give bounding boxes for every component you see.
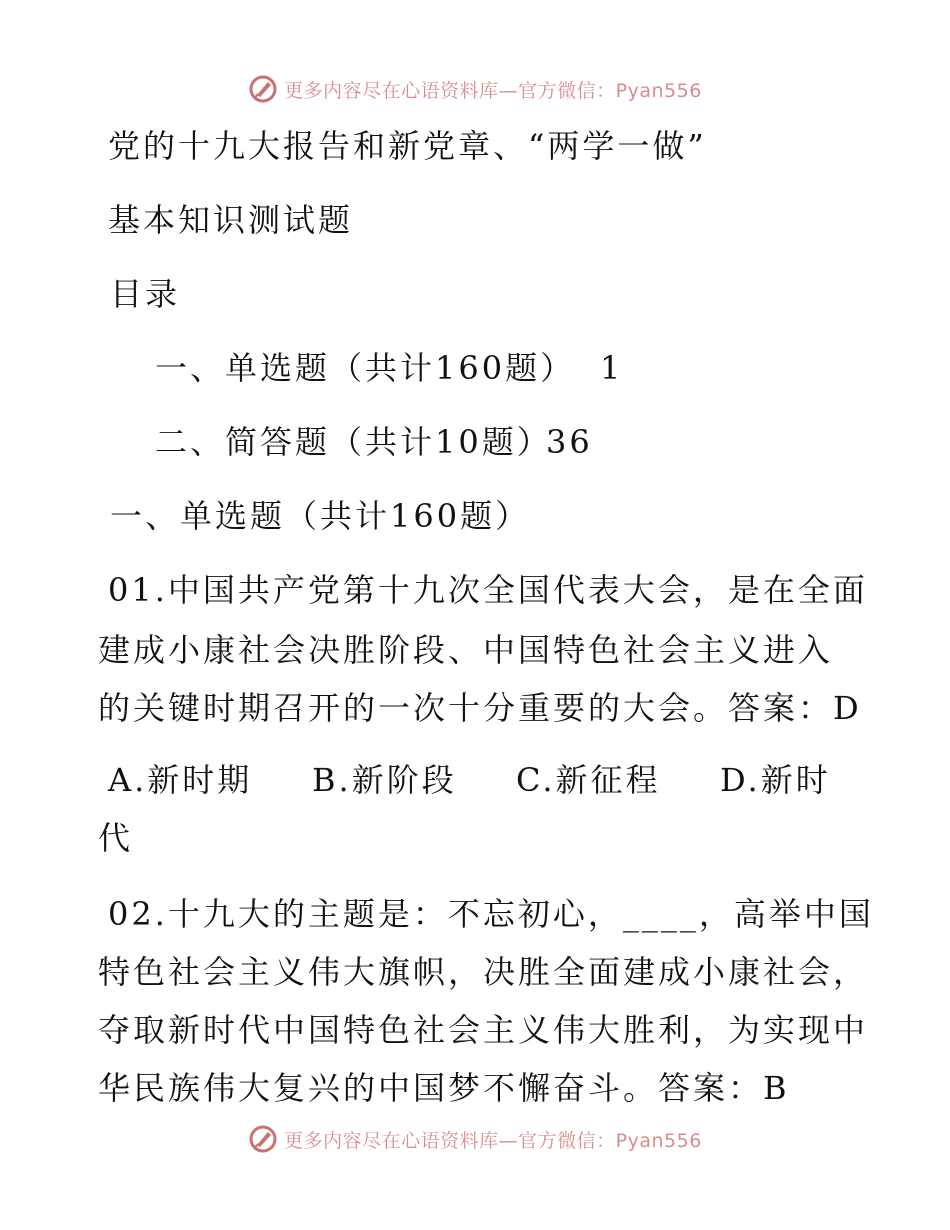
option-d-wrap: 代 xyxy=(98,819,134,857)
toc-heading: 目录 xyxy=(110,275,181,313)
header-watermark xyxy=(0,72,950,106)
section-heading: 一、单选题（共计160题） xyxy=(110,497,531,535)
toc-item-label: 一、单选题（共计160题） xyxy=(155,349,576,387)
option-d: D.新时 xyxy=(720,761,831,799)
pen-circle-logo-icon xyxy=(248,1124,278,1154)
toc-item-label: 二、简答题（共计10题） xyxy=(155,423,552,461)
doc-title-line-2: 基本知识测试题 xyxy=(108,201,354,239)
question-text-line: 华民族伟大复兴的中国梦不懈奋斗。答案：B xyxy=(98,1069,790,1107)
doc-title-line-1: 党的十九大报告和新党章、“两学一做” xyxy=(108,127,707,165)
toc-item-page: 1 xyxy=(600,349,624,387)
watermark-text: 更多内容尽在心语资料库—官方微信：Pyan556 xyxy=(284,79,702,102)
option-b: B.新阶段 xyxy=(312,761,457,799)
toc-item-page: 36 xyxy=(546,423,593,461)
question-text-line: 建成小康社会决胜阶段、中国特色社会主义进入 xyxy=(98,631,834,669)
question-text-line: 的关键时期召开的一次十分重要的大会。答案：D xyxy=(98,689,862,727)
question-text-line: 特色社会主义伟大旗帜，决胜全面建成小康社会， xyxy=(98,953,869,991)
watermark-text: 更多内容尽在心语资料库—官方微信：Pyan556 xyxy=(284,1129,702,1152)
question-text-line: 01.中国共产党第十九次全国代表大会，是在全面 xyxy=(108,571,868,609)
question-text-line: 02.十九大的主题是：不忘初心，____，高举中国 xyxy=(108,895,874,933)
footer-watermark xyxy=(0,1122,950,1156)
pen-circle-logo-icon xyxy=(248,74,278,104)
option-a: A.新时期 xyxy=(108,761,253,799)
question-text-line: 夺取新时代中国特色社会主义伟大胜利，为实现中 xyxy=(98,1011,869,1049)
option-c: C.新征程 xyxy=(516,761,661,799)
